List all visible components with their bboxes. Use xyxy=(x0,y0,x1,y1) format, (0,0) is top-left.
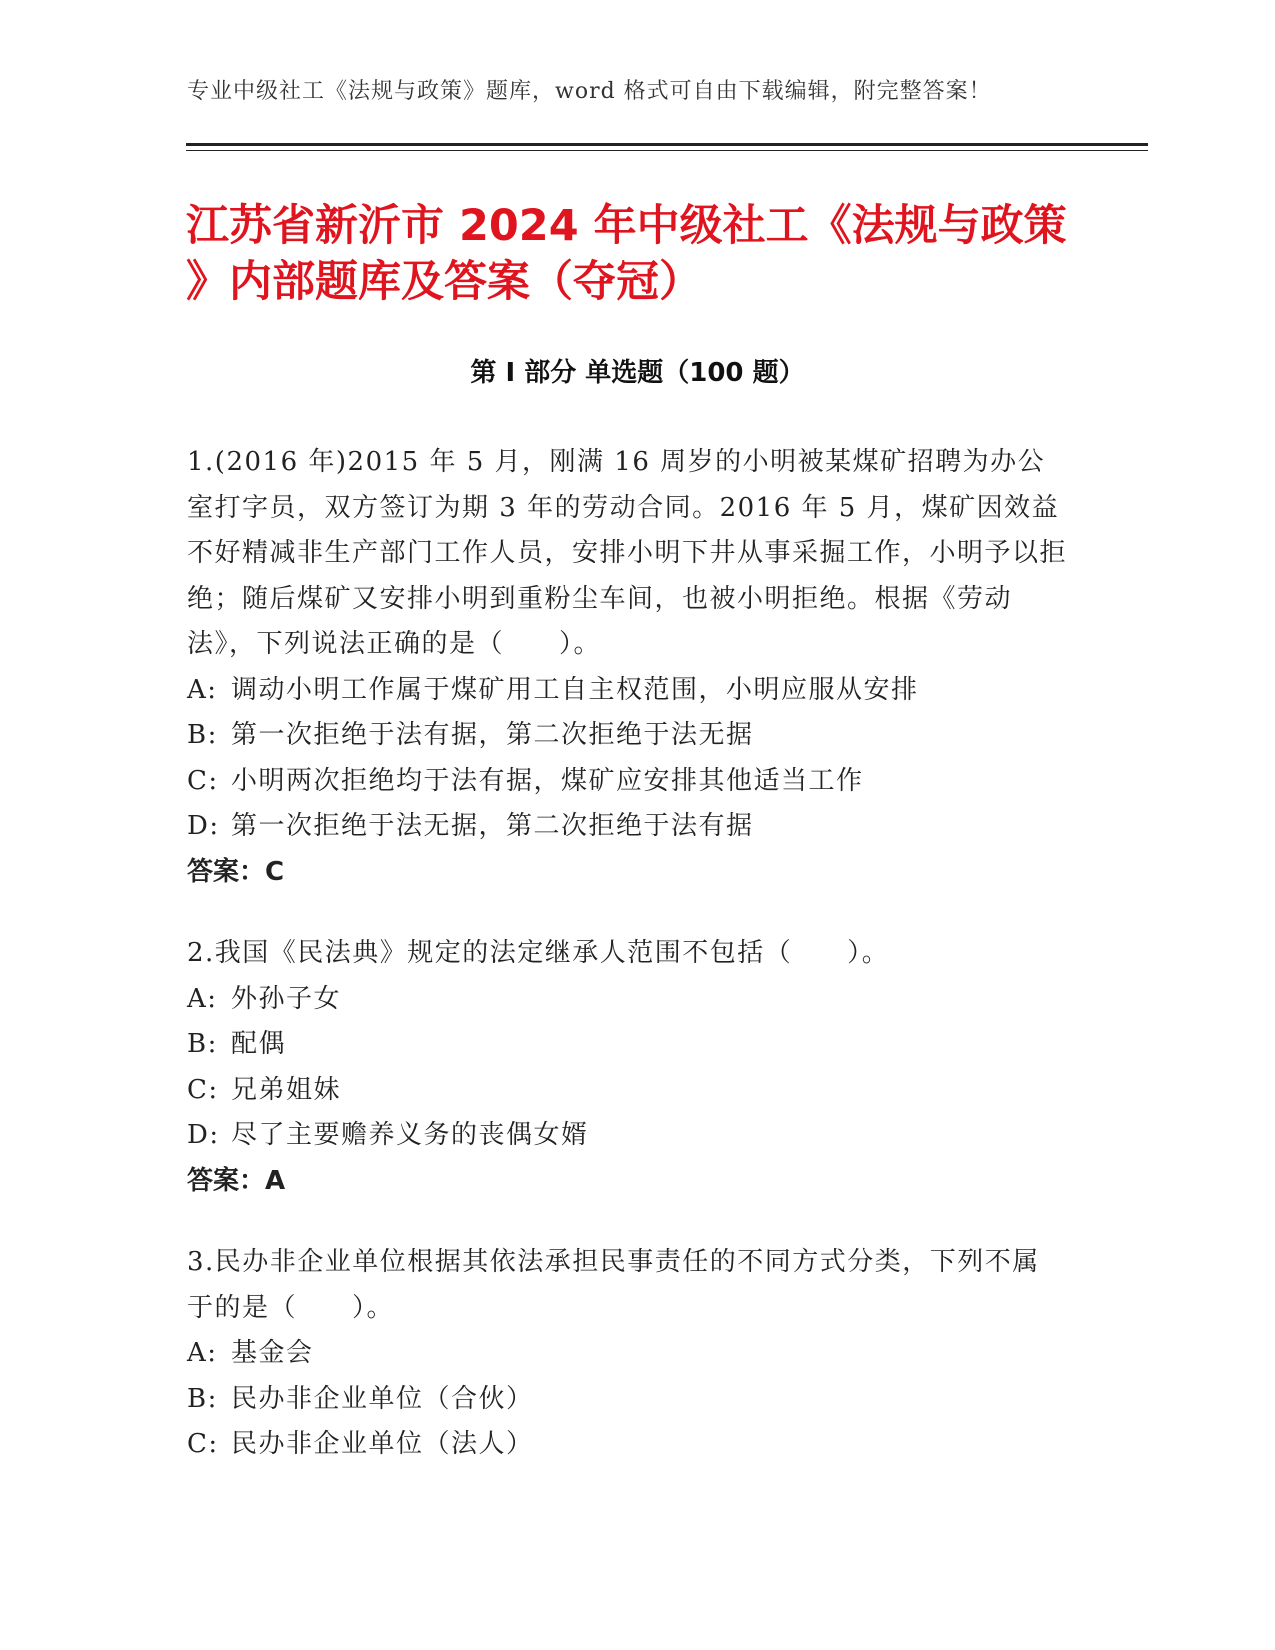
option-letter: C: xyxy=(187,1074,219,1105)
option-letter: A: xyxy=(187,983,218,1014)
question-1-stem: 1.(2016 年)2015 年 5 月，刚满 16 周岁的小明被某煤矿招聘为办公室打字员，双方签订为期 3 年的劳动合同。2016 年 5 月，煤矿因效益不好精减非生产部门工作人员，安排小明下井从事采掘工作，小明予以拒绝；随后煤矿又安排小明到重粉尘车间，也被小明拒绝。根据《劳动法》，下列说法正确的是（ ）。 xyxy=(187,447,1068,659)
option-letter: D: xyxy=(187,1120,220,1150)
question-2-option-b xyxy=(187,1022,1067,1068)
question-3-stem: 3.民办非企业单位根据其依法承担民事责任的不同方式分类，下列不属于的是（ ）。 xyxy=(187,1247,1040,1323)
option-letter: A: xyxy=(187,674,218,705)
option-text: 小明两次拒绝均于法有据，煤矿应安排其他适当工作 xyxy=(231,765,864,796)
option-text: 调动小明工作属于煤矿用工自主权范围，小明应服从安排 xyxy=(231,674,919,705)
section-heading: 第 I 部分 单选题（100 题） xyxy=(470,358,805,388)
option-letter: C: xyxy=(187,765,219,796)
question-2 xyxy=(187,931,1067,1204)
option-text: 基金会 xyxy=(231,1338,314,1368)
question-1-option-d xyxy=(187,804,1067,850)
option-letter: B: xyxy=(187,1383,218,1414)
option-text: 尽了主要赡养义务的丧偶女婿 xyxy=(231,1120,589,1150)
title-line-2: 》内部题库及答案（夺冠） xyxy=(186,257,702,307)
option-text: 第一次拒绝于法无据，第二次拒绝于法有据 xyxy=(231,811,754,841)
question-3 xyxy=(187,1240,1067,1468)
question-1-option-b xyxy=(187,713,1067,759)
option-text: 配偶 xyxy=(231,1029,287,1059)
question-3-option-c xyxy=(187,1422,1067,1468)
question-1 xyxy=(187,440,1067,895)
title-line-1: 江苏省新沂市 2024 年中级社工《法规与政策 xyxy=(186,201,1067,251)
question-1-option-a xyxy=(187,668,1067,714)
option-letter: B: xyxy=(187,1029,218,1059)
header-note: 专业中级社工《法规与政策》题库，word 格式可自由下载编辑，附完整答案！ xyxy=(187,79,992,104)
question-2-answer: 答案：A xyxy=(187,1165,286,1196)
option-letter: D: xyxy=(187,811,220,841)
option-text: 民办非企业单位（合伙） xyxy=(231,1383,534,1414)
option-text: 民办非企业单位（法人） xyxy=(231,1429,534,1459)
question-list xyxy=(187,440,1067,1504)
question-2-option-c xyxy=(187,1068,1067,1114)
option-text: 第一次拒绝于法有据，第二次拒绝于法无据 xyxy=(231,720,754,750)
question-3-option-a xyxy=(187,1331,1067,1377)
option-text: 外孙子女 xyxy=(231,983,342,1014)
question-3-option-b xyxy=(187,1377,1067,1423)
question-1-option-c xyxy=(187,759,1067,805)
option-text: 兄弟姐妹 xyxy=(231,1074,342,1105)
option-letter: A: xyxy=(187,1338,218,1368)
option-letter: C: xyxy=(187,1429,219,1459)
header-rule-thick xyxy=(186,143,1148,146)
question-2-stem: 2.我国《民法典》规定的法定继承人范围不包括（ ）。 xyxy=(187,938,890,968)
header-rule-thin xyxy=(186,150,1148,151)
question-2-option-d xyxy=(187,1113,1067,1159)
option-letter: B: xyxy=(187,720,218,750)
question-1-answer: 答案：C xyxy=(187,856,285,887)
question-2-option-a xyxy=(187,977,1067,1023)
document-title xyxy=(186,198,1086,310)
